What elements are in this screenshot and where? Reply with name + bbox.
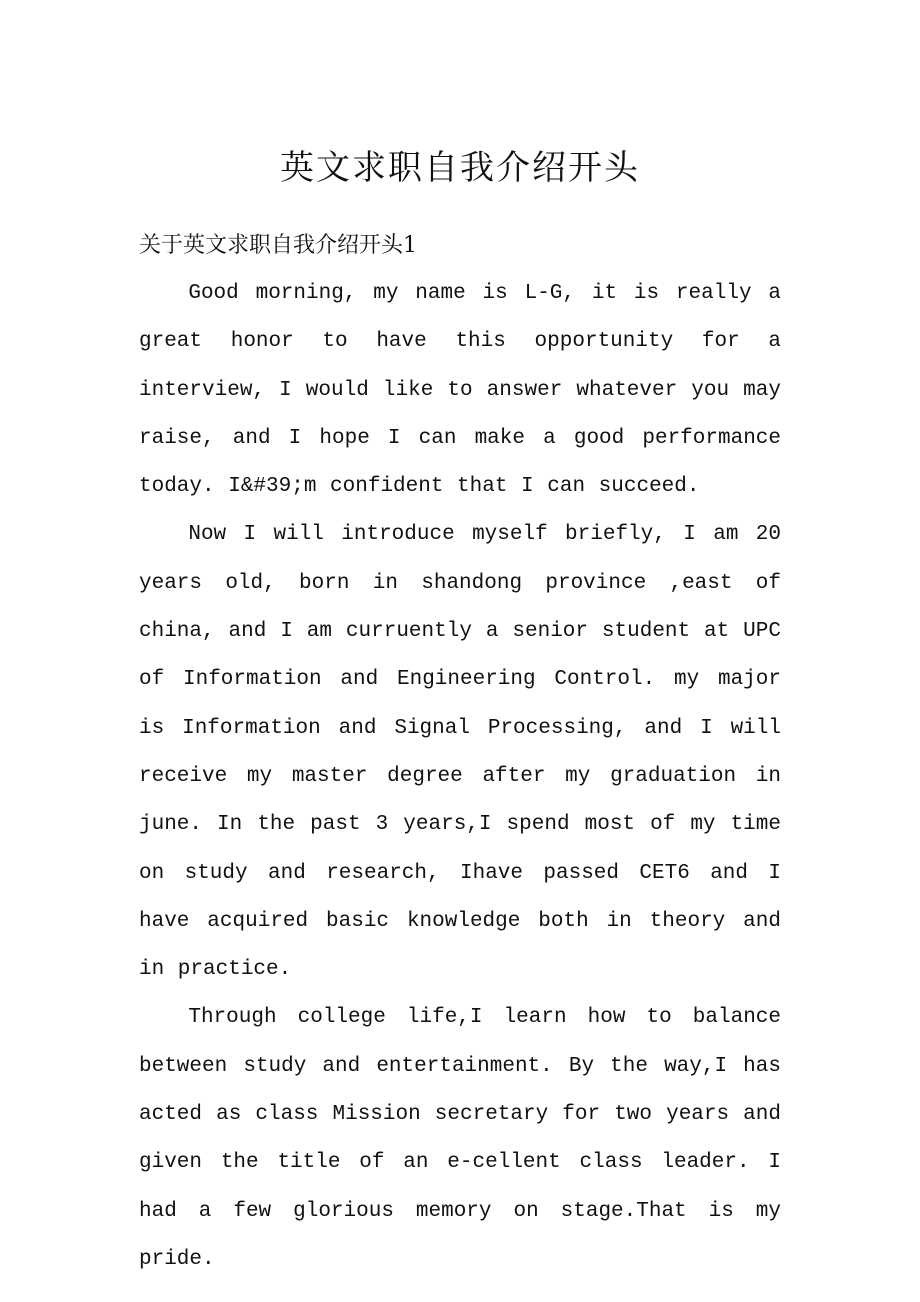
- paragraph-greeting: Good morning, my name is L-G, it is really a great honor to have this opportunity for a interview, I would like to answer whatever you may raise, and I hope I can make a good performance today. I&#39;m confident that I can succeed.: [139, 282, 781, 499]
- paragraph-college-life: Through college life,I learn how to balance between study and entertainment. By the way,I has acted as class Mission secretary for two years and given the title of an e-cellent class leader. I had a few glorious memory on stage.That is my pride.: [139, 1006, 781, 1271]
- document-body: [139, 270, 781, 1284]
- section-heading: 关于英文求职自我介绍开头1: [139, 233, 417, 258]
- paragraph-background: Now I will introduce myself briefly, I am 20 years old, born in shandong province ,east of china, and I am curruently a senior student at UPC of Information and Engineering Control. my major is Information and Signal Processing, and I will receive my master degree after my graduation in june. In the past 3 years,I spend most of my time on study and research, Ihave passed CET6 and I have acquired basic knowledge both in theory and in practice.: [139, 523, 781, 982]
- document-title: 英文求职自我介绍开头: [280, 148, 640, 188]
